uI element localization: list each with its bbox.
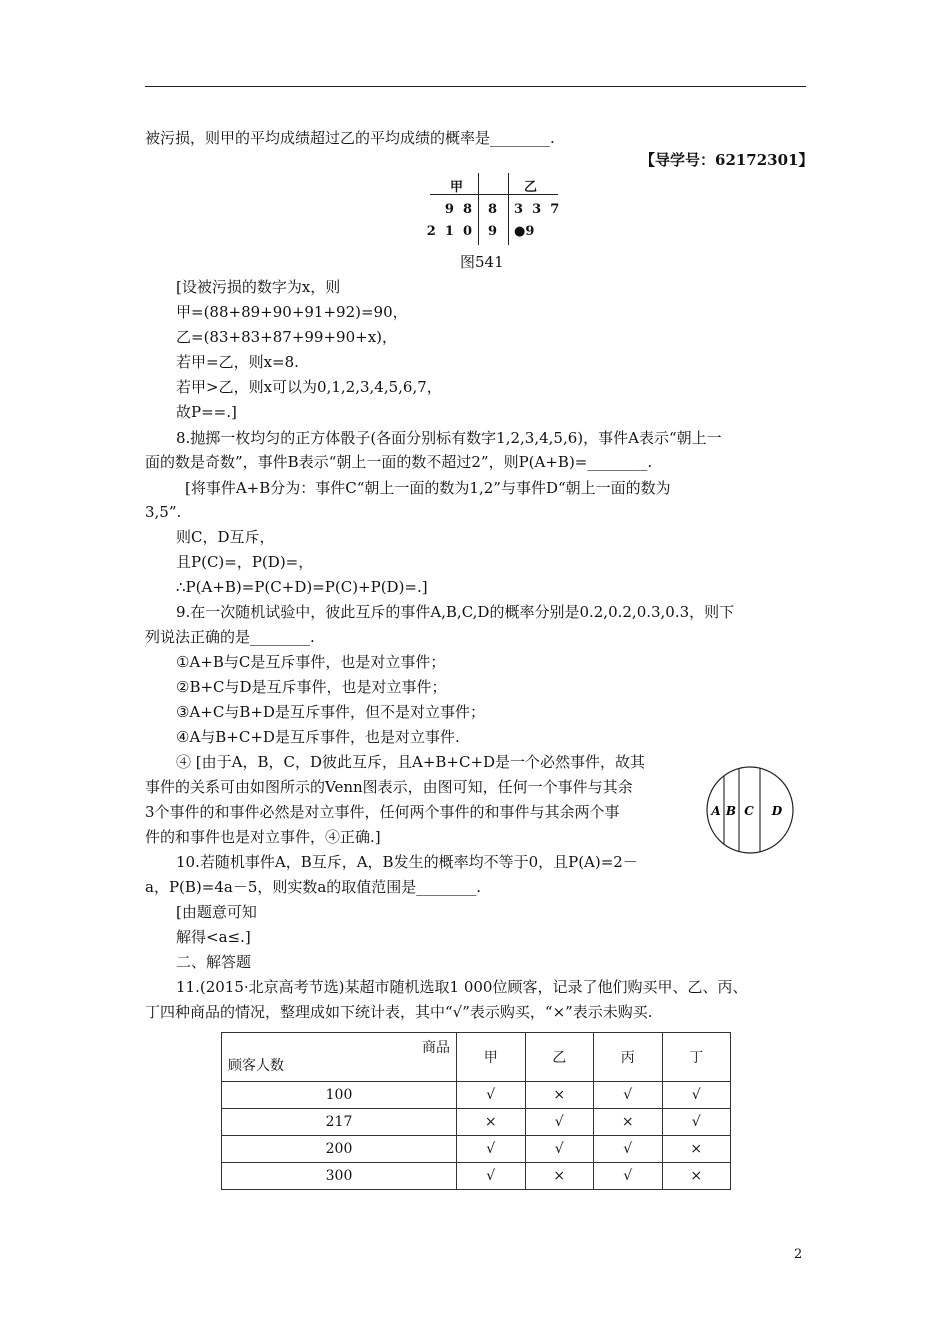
- stem-row2-right: ●9: [514, 224, 535, 239]
- section-heading: 二、解答题: [176, 953, 252, 971]
- venn-label-b: B: [725, 804, 737, 818]
- q9-option: ③A+C与B+D是互斥事件，但不是对立事件；: [176, 703, 485, 721]
- q9-line: 列说法正确的是________.: [145, 628, 315, 646]
- table-cell: √: [457, 1136, 526, 1163]
- q10-line: a，P(B)=4a－5，则实数a的取值范围是________.: [145, 878, 482, 896]
- stem-row1-right: 3 3 7: [514, 202, 560, 217]
- table-cell: ×: [594, 1109, 663, 1136]
- q10-line: 10.若随机事件A，B互斥，A，B发生的概率均不等于0，且P(A)=2－: [176, 853, 638, 871]
- sol8-line: ∴P(A+B)=P(C+D)=P(C)+P(D)=.]: [176, 578, 428, 596]
- stem-row1-left: 9 8: [444, 202, 472, 217]
- sol9-line: ④ [由于A，B，C，D彼此互斥，且A+B+C+D是一个必然事件，故其: [176, 753, 646, 771]
- q9-line: 9.在一次随机试验中，彼此互斥的事件A,B,C,D的概率分别是0.2,0.2,0.3,0.3，则下: [176, 603, 735, 621]
- table-cell: ×: [525, 1163, 594, 1190]
- corner-label-goods: 商品: [422, 1040, 450, 1056]
- q8-line: 8.抛掷一枚均匀的正方体骰子(各面分别标有数字1,2,3,4,5,6)，事件A表示“朝上一: [176, 429, 722, 447]
- stem-divider-left: [478, 173, 479, 245]
- col-header: 丙: [594, 1033, 663, 1082]
- venn-label-a: A: [711, 804, 721, 818]
- stem-divider-right: [508, 173, 509, 245]
- row-count: 200: [222, 1136, 457, 1163]
- table-cell: ×: [662, 1136, 731, 1163]
- table-cell: ×: [662, 1163, 731, 1190]
- sol10-line: 解得<a≤.]: [176, 928, 251, 946]
- row-count: 300: [222, 1163, 457, 1190]
- sol7-line: 若甲=乙，则x=8.: [176, 353, 299, 371]
- col-header: 甲: [457, 1033, 526, 1082]
- table-cell: √: [662, 1109, 731, 1136]
- sol9-line: 3个事件的和事件必然是对立事件，任何两个事件的和事件与其余两个事: [145, 803, 620, 821]
- stem-right-head: 乙: [524, 180, 538, 195]
- sol7-line: 乙=(83+83+87+99+90+x)，: [176, 328, 398, 346]
- q11-line: 丁四种商品的情况，整理成如下统计表，其中“√”表示购买，“×”表示未购买.: [145, 1003, 653, 1021]
- table-corner-cell: [222, 1033, 457, 1082]
- stem-row2-left: 2 1 0: [426, 224, 472, 239]
- table-cell: √: [457, 1082, 526, 1109]
- q9-option: ②B+C与D是互斥事件，也是对立事件；: [176, 678, 447, 696]
- q11-line: 11.(2015·北京高考节选)某超市随机选取1 000位顾客，记录了他们购买甲、乙、丙、: [176, 978, 748, 996]
- col-header: 丁: [662, 1033, 731, 1082]
- stem-row2-stem: 9: [488, 224, 498, 239]
- venn-label-c: C: [744, 804, 754, 818]
- col-header: 乙: [525, 1033, 594, 1082]
- page-number: 2: [794, 1247, 803, 1262]
- sol8-line: 则C，D互斥，: [176, 528, 275, 546]
- sol7-line: [设被污损的数字为x，则: [176, 278, 341, 296]
- table-cell: ×: [525, 1082, 594, 1109]
- stem-leaf-figure: [426, 173, 560, 245]
- sol10-line: [由题意可知: [176, 903, 257, 921]
- sol8-line: 3,5”.: [145, 503, 182, 521]
- q9-option: ④A与B+C+D是互斥事件，也是对立事件.: [176, 728, 460, 746]
- table-cell: √: [662, 1082, 731, 1109]
- row-count: 217: [222, 1109, 457, 1136]
- corner-label-customers: 顾客人数: [228, 1058, 284, 1074]
- table-row: [222, 1136, 731, 1163]
- q9-option: ①A+B与C是互斥事件，也是对立事件；: [176, 653, 446, 671]
- table-cell: √: [594, 1136, 663, 1163]
- venn-label-d: D: [771, 804, 783, 818]
- header-rule: [145, 86, 806, 87]
- table-cell: √: [594, 1082, 663, 1109]
- stem-row1-stem: 8: [488, 202, 498, 217]
- guide-number: 【导学号：62172301】: [640, 151, 814, 169]
- figure-caption: 图541: [460, 253, 504, 271]
- table-cell: √: [457, 1163, 526, 1190]
- sol7-line: 甲=(88+89+90+91+92)=90，: [176, 303, 408, 321]
- purchase-table: [221, 1032, 731, 1190]
- q7-tail: 被污损，则甲的平均成绩超过乙的平均成绩的概率是________.: [145, 129, 555, 147]
- row-count: 100: [222, 1082, 457, 1109]
- table-row: [222, 1082, 731, 1109]
- sol9-line: 件的和事件也是对立事件，④正确.]: [145, 828, 381, 846]
- table-header-row: [222, 1033, 731, 1082]
- sol8-line: 且P(C)=，P(D)=，: [176, 553, 314, 571]
- stem-left-head: 甲: [450, 180, 464, 195]
- sol7-line: 故P==.]: [176, 403, 237, 421]
- sol9-line: 事件的关系可由如图所示的Venn图表示，由图可知，任何一个事件与其余: [145, 778, 633, 796]
- table-row: [222, 1163, 731, 1190]
- table-cell: ×: [457, 1109, 526, 1136]
- sol7-line: 若甲>乙，则x可以为0,1,2,3,4,5,6,7，: [176, 378, 442, 396]
- table-row: [222, 1109, 731, 1136]
- sol8-line: [将事件A+B分为：事件C“朝上一面的数为1,2”与事件D“朝上一面的数为: [185, 479, 671, 497]
- table-cell: √: [525, 1136, 594, 1163]
- table-cell: √: [594, 1163, 663, 1190]
- q8-line: 面的数是奇数”，事件B表示“朝上一面的数不超过2”，则P(A+B)=________.: [145, 453, 653, 471]
- venn-diagram: [705, 762, 795, 858]
- table-cell: √: [525, 1109, 594, 1136]
